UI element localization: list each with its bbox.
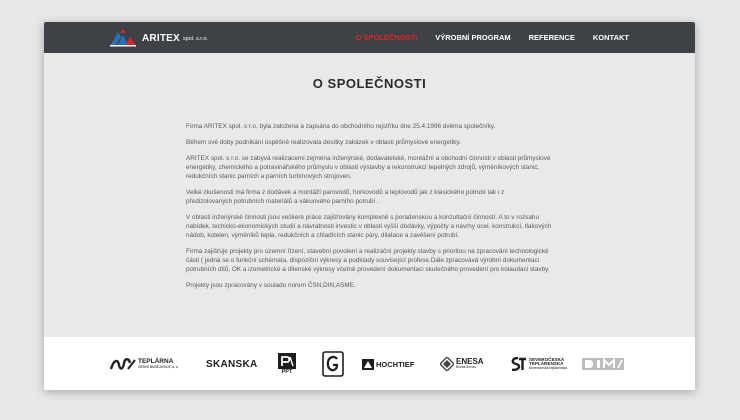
g-logo-icon [322,351,344,377]
paragraph: Firma ARITEX spol. s r.o. byla založena a zapsána do obchodního rejstříku dne 25.4.1996 dvěma společníky. [186,123,496,130]
nav-item-kontakt[interactable]: KONTAKT [592,33,629,42]
st-logo-icon [509,357,527,371]
about-text [186,122,552,297]
paragraph: Firma zajišťuje projekty pro územní řízení, stavební povolení a realizační projekty stavby s prioritou na zpracování technologické části ( jedná se o funkční schémata, dispoziční výkresy a podklady související profese.Dále zpracovává výrobní dokumentaci potrubních dílů, OK a izometrické a dílenské výkresy včetně provedení dokumentaci skutečného provedení pro kolaudaci stavby. [186,248,550,273]
nav-item-o-spolecnosti[interactable]: O SPOLEČNOSTI [355,33,418,42]
teplarna-sub: ČESKÉ BUDĚJOVICE, a. s. [138,364,179,369]
top-navbar [44,22,695,53]
partner-ppt[interactable] [278,350,296,378]
page-title: O SPOLEČNOSTI [312,76,427,91]
ppt-name: PPT [281,369,293,375]
brand-name: ARITEX [142,32,180,44]
hochtief-logo-icon [362,359,374,370]
nav-item-vyrobni-program[interactable]: VÝROBNÍ PROGRAM [435,33,511,42]
enesa-sub: Enesa Servis [456,365,476,370]
enesa-name: ENESA [456,357,484,367]
st-sub: Severočeská teplárenská [529,365,568,370]
partner-hochtief[interactable] [362,353,414,375]
partner-teplarna-cb[interactable] [110,353,179,375]
partners-strip [44,337,695,390]
browser-page [44,22,695,390]
teplarna-name: TEPLÁRNA [138,358,174,366]
partner-dim-logo[interactable] [582,353,624,375]
paragraph: ARITEX spol. s r.o. se zabývá realizacemi zejména inženýrské, dodavatelské, montážní a obchodní činnosti v oblasti průmyslové energetiky, chemického a potravinářského průmyslu v oblasti výstavby a rekonstrukcí tepelných zdrojů, výměníkových stanic, redukčních stanic parních a parních turbínových strojoven. [186,155,551,180]
st-name: SEVEROČESKÁ [529,356,565,362]
nav-item-reference[interactable]: REFERENCE [528,33,575,42]
brand-logo[interactable] [108,27,208,49]
skanska-name: SKANSKA [206,358,258,370]
teplarna-logo-icon [110,357,136,371]
main-menu [338,22,629,53]
ppt-logo-icon [278,353,296,369]
paragraph: V oblasti inženýrské činnosti jsou veškeré práce zajišťovány komplexně s poradenskou a konzultační činností. A to v rozsahu nabídek, techicko-ekonomických studií a návratnosti investic v oblasti vyšší dodávky, výpočty a návrhy ocel. konstrukcí, tlakových nádob, kotelen, výměníků tepla, redukčních a chladících stanic páry, dilatace a zavěšení potrubí. [186,214,552,239]
paragraph: Velké zkušenosti má firma z dodávek a montáží parovodů, horkovodů a teplovodů jak z klasického potrubí tak i z předizolovaných potrubních materiálů a vákuového parního potrubí . [186,189,505,205]
partner-g-logo[interactable] [322,350,344,378]
hochtief-name: HOCHTIEF [376,359,415,369]
partner-enesa[interactable] [440,353,484,375]
enesa-logo-icon [440,357,454,371]
main-content [44,53,695,337]
paragraph: Během své doby podnikání úspěšně realizovala desítky zakázek v oblasti průmyslové energetiky. [186,139,461,146]
dim-logo-icon [582,357,624,371]
aritex-logo-icon [108,29,138,47]
paragraph: Projekty jsou zpracovány v souladu norem ČSN,DIN,ASME. [186,282,356,289]
partner-skanska[interactable] [206,353,258,375]
st-name2: TEPLÁRENSKÁ [529,361,564,367]
partner-severoceska-teplarenska[interactable] [509,353,567,375]
brand-suffix: spol. s.r.o. [182,36,208,42]
